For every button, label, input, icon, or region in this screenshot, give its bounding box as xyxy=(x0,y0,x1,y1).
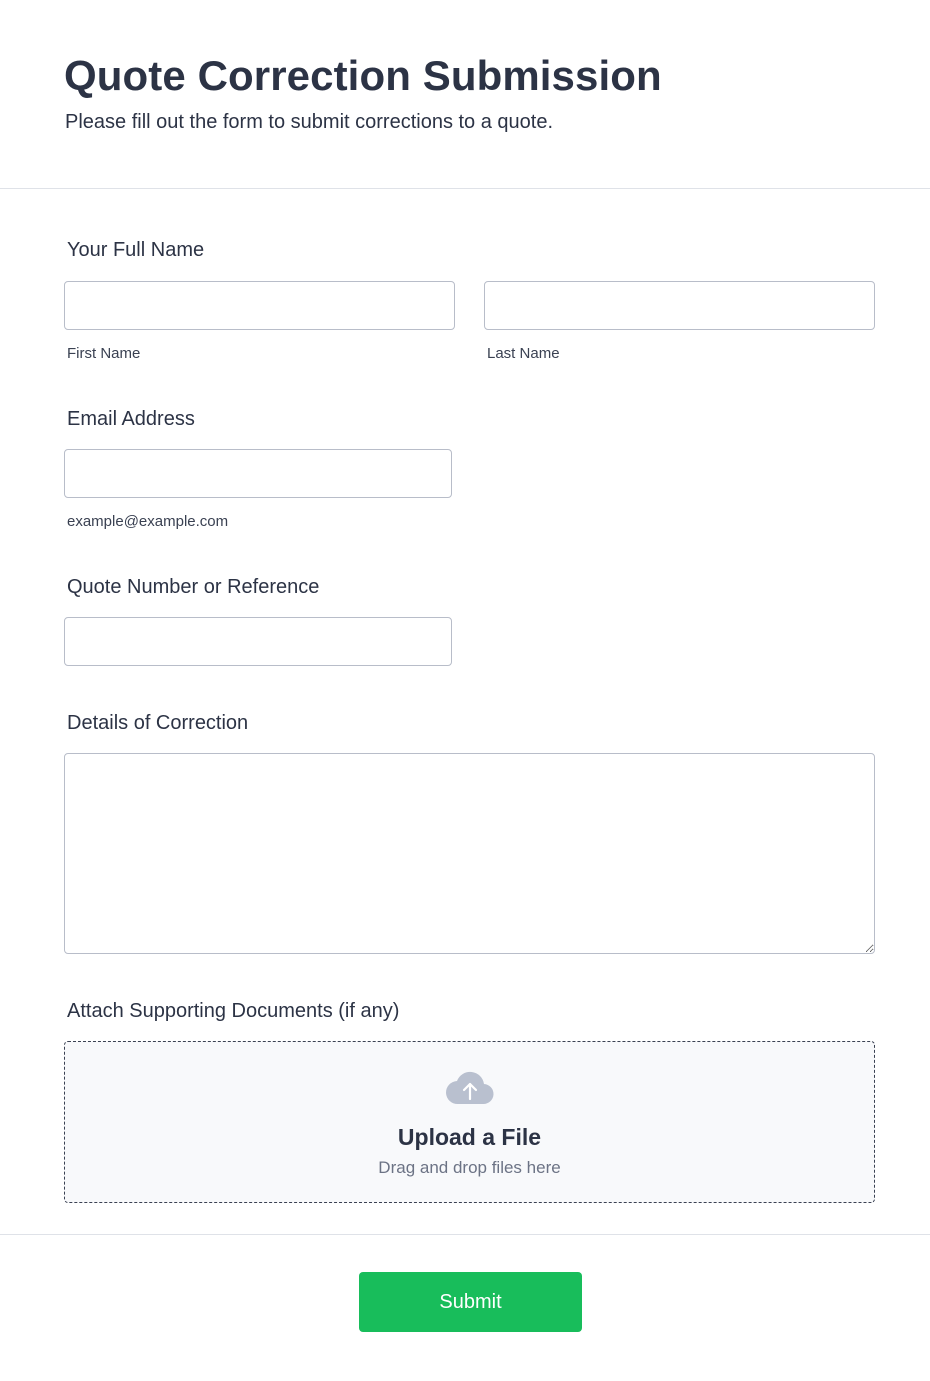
last-name-sublabel: Last Name xyxy=(487,345,560,362)
attachments-label: Attach Supporting Documents (if any) xyxy=(67,1000,400,1022)
quote-number-label: Quote Number or Reference xyxy=(67,576,320,598)
form-footer xyxy=(0,1234,930,1381)
submit-button[interactable]: Submit xyxy=(359,1272,582,1332)
email-input[interactable] xyxy=(64,449,452,498)
page-title: Quote Correction Submission xyxy=(64,52,662,99)
form-header xyxy=(0,0,930,189)
page-subtitle: Please fill out the form to submit corrections to a quote. xyxy=(65,111,554,133)
last-name-input[interactable] xyxy=(484,281,875,330)
upload-title: Upload a File xyxy=(397,1124,542,1150)
first-name-sublabel: First Name xyxy=(67,345,141,362)
email-sublabel: example@example.com xyxy=(67,513,229,530)
details-label: Details of Correction xyxy=(67,712,249,734)
email-label: Email Address xyxy=(67,408,195,430)
details-textarea[interactable] xyxy=(64,753,875,954)
first-name-input[interactable] xyxy=(64,281,455,330)
upload-hint: Drag and drop files here xyxy=(378,1158,561,1177)
quote-number-input[interactable] xyxy=(64,617,452,666)
cloud-upload-icon xyxy=(445,1068,495,1106)
full-name-label: Your Full Name xyxy=(67,239,205,261)
file-upload-dropzone[interactable] xyxy=(64,1041,875,1203)
